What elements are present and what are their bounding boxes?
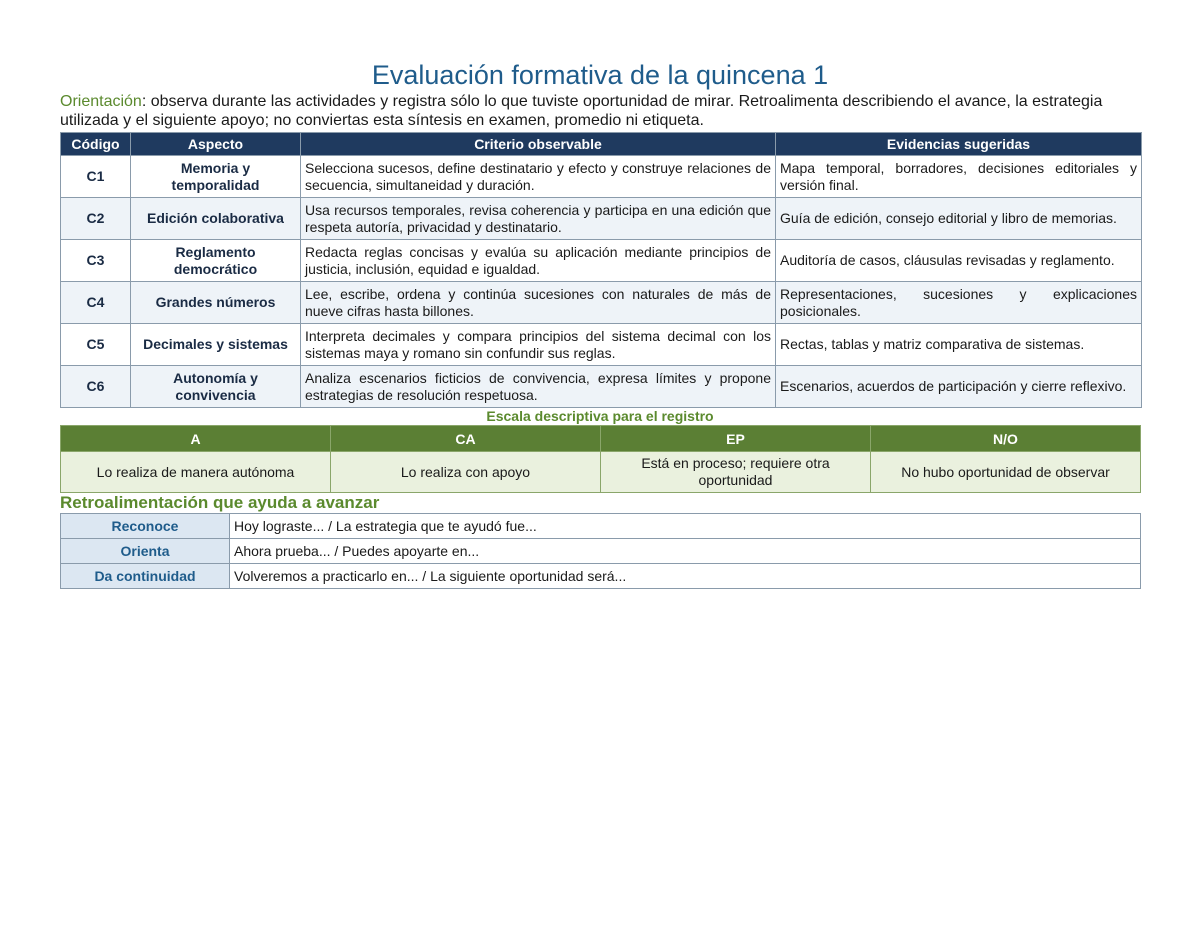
feedback-text: Hoy lograste... / La estrategia que te ayudó fue... [230, 514, 1141, 539]
criterion-aspect: Decimales y sistemas [131, 324, 301, 366]
criterion-description: Interpreta decimales y compara principios del sistema decimal con los sistemas maya y romano sin confundir sus reglas. [301, 324, 776, 366]
scale-header-ep: EP [601, 426, 871, 452]
scale-description-ep: Está en proceso; requiere otra oportunidad [601, 452, 871, 493]
criteria-table [60, 132, 1142, 408]
scale-header-ca: CA [331, 426, 601, 452]
scale-description-ca: Lo realiza con apoyo [331, 452, 601, 493]
criterion-aspect: Reglamento democrático [131, 240, 301, 282]
feedback-title: Retroalimentación que ayuda a avanzar [60, 493, 380, 512]
page-title: Evaluación formativa de la quincena 1 [371, 60, 829, 90]
feedback-key: Orienta [61, 539, 230, 564]
feedback-text: Ahora prueba... / Puedes apoyarte en... [230, 539, 1141, 564]
criterion-evidence: Mapa temporal, borradores, decisiones editoriales y versión final. [776, 156, 1142, 198]
scale-table [60, 425, 1141, 493]
criterion-evidence: Escenarios, acuerdos de participación y cierre reflexivo. [776, 366, 1142, 408]
criterion-code: C1 [61, 156, 131, 198]
scale-header-row [61, 426, 1141, 452]
column-header-criterion: Criterio observable [301, 133, 776, 156]
criterion-description: Redacta reglas concisas y evalúa su aplicación mediante principios de justicia, inclusión, equidad e igualdad. [301, 240, 776, 282]
orientation-text: : observa durante las actividades y registra sólo lo que tuviste oportunidad de mirar. Retroalimenta describiendo el avance, la estrategia utilizada y el siguiente apoyo; no conviertas esta síntesis en examen, promedio ni etiqueta. [60, 93, 1103, 129]
feedback-text: Volveremos a practicarlo en... / La siguiente oportunidad será... [230, 564, 1141, 589]
scale-header-a: A [61, 426, 331, 452]
criterion-description: Usa recursos temporales, revisa coherencia y participa en una edición que respeta autoría, privacidad y destinatario. [301, 198, 776, 240]
feedback-row [61, 514, 1141, 539]
table-row [61, 240, 1142, 282]
feedback-row [61, 539, 1141, 564]
table-row [61, 198, 1142, 240]
criterion-code: C3 [61, 240, 131, 282]
table-row [61, 324, 1142, 366]
table-row [61, 156, 1142, 198]
criterion-code: C5 [61, 324, 131, 366]
feedback-row [61, 564, 1141, 589]
criterion-aspect: Autonomía y convivencia [131, 366, 301, 408]
criterion-code: C4 [61, 282, 131, 324]
criterion-aspect: Grandes números [131, 282, 301, 324]
orientation-label: Orientación [60, 93, 142, 110]
criterion-code: C6 [61, 366, 131, 408]
table-row [61, 282, 1142, 324]
scale-description-row [61, 452, 1141, 493]
column-header-aspect: Aspecto [131, 133, 301, 156]
scale-title: Escala descriptiva para el registro [486, 408, 714, 424]
criterion-evidence: Auditoría de casos, cláusulas revisadas y reglamento. [776, 240, 1142, 282]
criterion-evidence: Rectas, tablas y matriz comparativa de sistemas. [776, 324, 1142, 366]
feedback-key: Reconoce [61, 514, 230, 539]
scale-header-no: N/O [871, 426, 1141, 452]
table-row [61, 366, 1142, 408]
feedback-table [60, 513, 1141, 589]
feedback-key: Da continuidad [61, 564, 230, 589]
criterion-description: Selecciona sucesos, define destinatario y efecto y construye relaciones de secuencia, simultaneidad y duración. [301, 156, 776, 198]
criteria-header-row [61, 133, 1142, 156]
orientation-paragraph [60, 92, 1140, 130]
column-header-evidence: Evidencias sugeridas [776, 133, 1142, 156]
criterion-description: Lee, escribe, ordena y continúa sucesiones con naturales de más de nueve cifras hasta billones. [301, 282, 776, 324]
column-header-code: Código [61, 133, 131, 156]
criterion-code: C2 [61, 198, 131, 240]
scale-description-no: No hubo oportunidad de observar [871, 452, 1141, 493]
criterion-evidence: Guía de edición, consejo editorial y libro de memorias. [776, 198, 1142, 240]
scale-description-a: Lo realiza de manera autónoma [61, 452, 331, 493]
criterion-aspect: Edición colaborativa [131, 198, 301, 240]
criterion-description: Analiza escenarios ficticios de convivencia, expresa límites y propone estrategias de resolución respetuosa. [301, 366, 776, 408]
criterion-evidence: Representaciones, sucesiones y explicaciones posicionales. [776, 282, 1142, 324]
document-page [60, 0, 1140, 589]
criterion-aspect: Memoria y temporalidad [131, 156, 301, 198]
